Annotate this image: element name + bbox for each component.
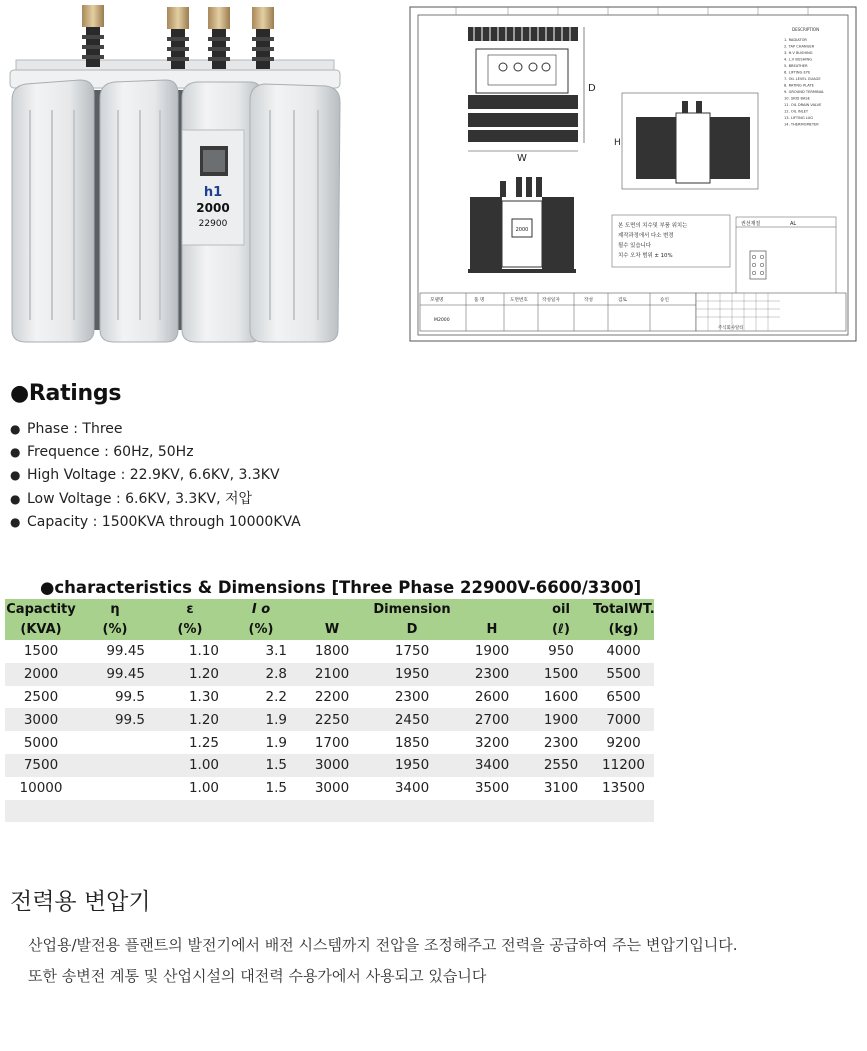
table-cell: 1600 [543,688,579,705]
svg-text:주식회사알티: 주식회사알티 [718,326,744,331]
unit-cell: (ℓ) [529,620,593,641]
unit-cell: W [295,620,369,641]
table-cell [77,754,153,777]
table-cell: 3200 [474,734,510,751]
header-cell: Dimension [369,599,455,620]
table-heading: ●characteristics & Dimensions [Three Phase 22900V-6600/3300] [40,578,642,597]
table-cell: 3100 [543,780,579,797]
note-line: 치수 오차 범위 ± 10% [618,253,673,259]
svg-text:권선재질: 권선재질 [741,221,761,227]
table-cell: 1.00 [188,780,219,797]
svg-text:DESCRIPTION: DESCRIPTION [792,27,820,32]
table-cell: 7000 [593,708,654,731]
table-cell: 1.30 [188,688,219,705]
title-block-column: 검토 [618,298,627,303]
table-row [5,640,654,663]
legend-item: 2. TAP CHANGER [784,44,815,49]
transformer-photo [0,0,350,350]
table-cell: 1.5 [227,754,295,777]
table-cell: 1950 [369,663,455,686]
table-cell: 1.25 [188,734,219,751]
table-cell [529,800,593,822]
table-cell: 11200 [593,754,654,777]
table-cell: 1900 [529,708,593,731]
rating-capacity: ● Capacity : 1500KVA through 10000KVA [10,511,301,534]
bullet-icon: ● [10,422,21,436]
legend-item: 13. LIFTING LUG [784,116,814,120]
bullet-icon: ● [40,578,55,597]
table-cell: 3.1 [265,643,287,660]
table-cell: 7500 [5,754,77,777]
title-block-column: 도면번호 [510,298,528,303]
table-cell: 3400 [394,780,430,797]
table-cell: 2500 [23,688,59,705]
table-row [5,754,654,777]
rating-high-voltage: ● High Voltage : 22.9KV, 6.6KV, 3.3KV [10,464,301,487]
table-cell: 2100 [295,663,369,686]
legend-item: 7. OIL LEVEL GUAGE [784,77,821,81]
table-cell: 1850 [394,734,430,751]
table-cell: 99.5 [77,708,153,731]
legend-item: 11. OIL DRAIN VALVE [784,103,822,107]
table-cell: 1500 [23,643,59,660]
table-cell: 2000 [5,663,77,686]
table-cell [153,800,227,822]
table-cell: 3000 [295,754,369,777]
table-cell: 1950 [369,754,455,777]
table-cell: 6500 [606,688,641,705]
table-cell: 10000 [19,780,63,797]
rating-low-voltage: ● Low Voltage : 6.6KV, 3.3KV, 저압 [10,488,301,511]
bullet-icon: ● [10,381,29,406]
table-cell [369,800,455,822]
bullet-icon: ● [10,491,21,506]
table-row [5,686,654,709]
photo-rating-label: 22900 [198,219,228,229]
technical-drawing [408,5,858,343]
table-cell [593,800,654,822]
header-cell: Capactity [5,599,77,620]
title-block-column: 작성 [584,298,593,303]
title-block-column: 모델명 [430,298,444,303]
table-unit-row [5,620,654,641]
table-cell: 1.9 [227,708,295,731]
header-cell [455,599,529,620]
legend-item: 8. RATING PLATE [784,83,814,88]
drawing-plate-label: 2000 [515,227,529,233]
table-cell [295,800,369,822]
characteristics-table [5,599,654,822]
legend-item: 1. RADIATOR [784,38,807,42]
table-cell: 2.2 [265,688,287,705]
table-row [5,663,654,686]
bullet-icon: ● [10,445,21,460]
svg-text:AL: AL [790,221,797,227]
table-cell [455,800,529,822]
legend-item: 4. L.V BUSHING [784,57,812,62]
note-line: 제작과정에서 다소 변경 [618,233,674,239]
table-cell: 2600 [474,688,510,705]
note-line: 될수 있습니다 [618,243,651,249]
spec-box [736,217,836,297]
table-cell: 1800 [314,643,350,660]
legend-item: 5. BREATHER [784,64,808,68]
table-cell: 1700 [314,734,350,751]
header-cell [295,599,369,620]
photo-model-label: 2000 [196,201,230,215]
unit-cell: (KVA) [5,620,77,641]
table-cell: 3000 [314,780,350,797]
dim-w-label: W [517,153,527,164]
header-cell: I o [227,599,295,620]
table-cell: 2700 [455,708,529,731]
table-cell: 5000 [23,734,59,751]
ratings-heading: ●Ratings [10,381,122,406]
drawing-notes [612,215,730,267]
table-cell: 13500 [602,780,645,797]
table-cell: 3500 [474,780,510,797]
table-row [5,731,654,754]
legend-item: 14. THERMOMETER [784,122,819,127]
table-cell: 2450 [369,708,455,731]
table-cell: 99.45 [106,643,145,660]
ratings-list [10,418,301,534]
table-cell: 4000 [606,643,641,660]
bullet-icon: ● [10,468,21,483]
table-cell: 2300 [543,734,579,751]
hv-bushings [82,5,274,69]
legend-item: 3. H.V BUSHING [784,51,813,55]
table-cell: 2.8 [227,663,295,686]
table-cell: 1.20 [153,663,227,686]
table-cell: 1.5 [265,780,287,797]
table-row [5,777,654,800]
table-cell: 99.5 [114,688,145,705]
unit-cell: (%) [227,620,295,641]
table-cell: 2550 [529,754,593,777]
table-cell: 1500 [529,663,593,686]
title-block-column: 승인 [660,298,669,303]
brand-logo: h1 [203,185,223,200]
header-cell: oil [529,599,593,620]
legend-item: 6. LIFTING EYE [784,70,811,75]
dim-d-label: D [588,83,596,94]
table-cell: 5500 [593,663,654,686]
unit-cell: (%) [77,620,153,641]
title-block [420,293,846,331]
dim-h-label: H [614,138,621,148]
rating-phase: ● Phase : Three [10,418,301,441]
table-cell [227,800,295,822]
table-cell: 9200 [606,734,641,751]
table-cell [77,777,153,800]
unit-cell: D [369,620,455,641]
table-cell [5,800,77,822]
table-header-row [5,599,654,620]
table-cell [77,800,153,822]
table-cell: 1.20 [153,708,227,731]
table-cell: 3400 [455,754,529,777]
unit-cell: (%) [153,620,227,641]
table-cell: 2300 [455,663,529,686]
table-row [5,708,654,731]
note-line: 본 도면의 치수및 부품 위치는 [618,223,688,229]
table-cell: 1.9 [265,734,287,751]
header-cell: η [77,599,153,620]
header-cell: TotalWT. [593,599,654,620]
unit-cell: H [455,620,529,641]
description-line: 산업용/발전용 플랜트의 발전기에서 배전 시스템까지 전압을 조정해주고 전력을 공급하여 주는 변압기입니다. [28,936,738,954]
table-cell: 950 [548,643,574,660]
table-cell: 1750 [394,643,430,660]
legend-item: 9. GROUND TERMINAL [784,90,825,94]
section-description [28,930,738,992]
table-cell: 99.45 [77,663,153,686]
title-block-column: 작성일자 [542,298,560,303]
table-cell [77,731,153,754]
section-title: 전력용 변압기 [10,889,151,915]
table-cell: 2250 [295,708,369,731]
rating-frequence: ● Frequence : 60Hz, 50Hz [10,441,301,464]
legend-item: 12. OIL INLET [784,109,809,114]
legend-item: 10. SKID BASE [784,96,810,101]
table-cell: 1.10 [188,643,219,660]
header-cell: ε [153,599,227,620]
table-cell: 1.00 [153,754,227,777]
radiator-fins [12,80,340,342]
table-cell: 2200 [314,688,350,705]
table-cell: 2300 [394,688,430,705]
unit-cell: (kg) [593,620,654,641]
table-cell: 3000 [5,708,77,731]
table-cell: 1900 [474,643,510,660]
table-empty-row [5,800,654,822]
bullet-icon: ● [10,514,21,529]
title-block-column: 품 명 [474,298,485,303]
svg-text:M2000: M2000 [434,318,450,323]
description-line: 또한 송변전 계통 및 산업시설의 대전력 수용가에서 사용되고 있습니다 [28,967,487,985]
